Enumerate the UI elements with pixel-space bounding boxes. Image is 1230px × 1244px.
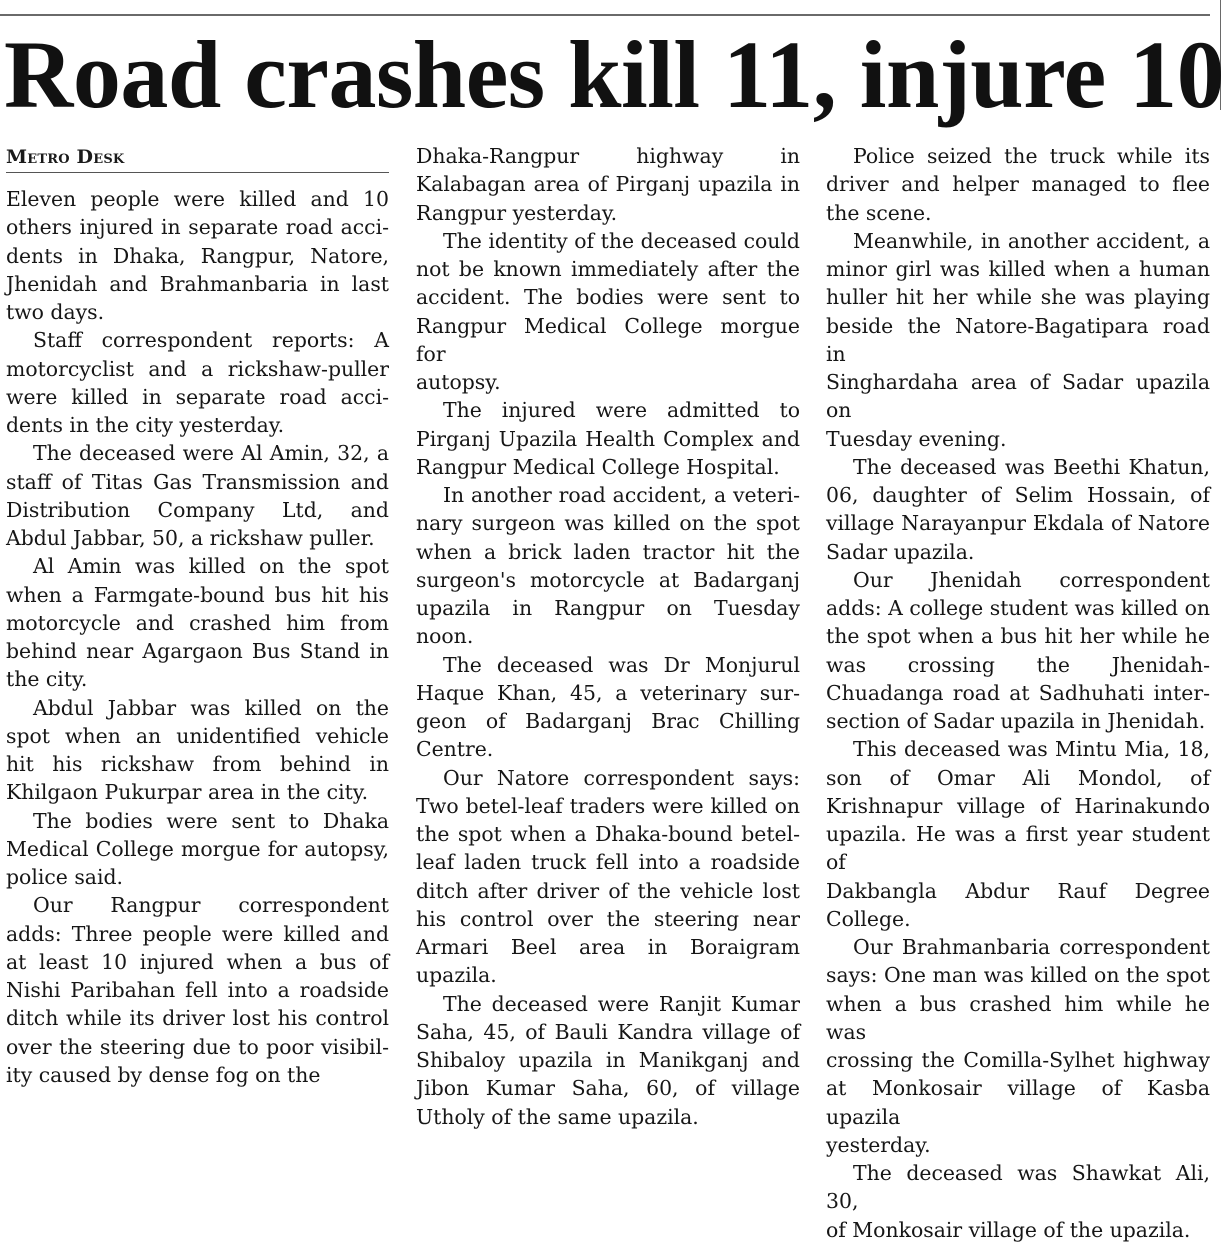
article-line: Kalabagan area of Pirganj upazila in [416,172,800,197]
article-line: two days. [6,300,105,324]
article-line: Medical College morgue for autopsy, [6,836,389,861]
article-line: Armari Beel area in Boraigram [416,935,800,959]
article-line: village Narayanpur Ekdala of Natore [826,511,1210,536]
article-line: huller hit her while she was playing [826,285,1210,310]
article-line: Pirganj Upazila Health Complex and [416,426,800,451]
article-line: College. [826,906,911,931]
article-line: Saha, 45, of Bauli Kandra village of [416,1019,800,1044]
article-line: was crossing the Jhenidah- [826,652,1210,677]
article-line: geon of Badarganj Brac Chilling [416,709,800,733]
article-line: says: One man was killed on the spot [826,963,1210,988]
article-line: Jhenidah and Brahmanbaria in last [6,271,389,296]
article-line: autopsy. [416,370,501,394]
article-column-1 [6,142,389,1087]
article-line: at Monkosair village of Kasba upazila [826,1076,1210,1129]
article-line: at least 10 injured when a bus of [6,949,389,974]
article-line: Police seized the truck while its [853,144,1210,168]
article-line: over the steering due to poor visibil- [6,1034,389,1059]
article-line: Singhardaha area of Sadar upazila on [826,370,1210,423]
article-line: beside the Natore-Bagatipara road in [826,313,1210,366]
article-line: Jibon Kumar Saha, 60, of village [416,1076,800,1101]
article-line: Rangpur yesterday. [416,200,618,225]
article-line: Our Rangpur correspondent [33,893,389,918]
article-line: adds: A college student was killed on [826,596,1210,620]
article-line: Utholy of the same upazila. [416,1104,699,1129]
article-column-3 [826,142,1210,1242]
article-line: the spot when a bus hit her while he [826,624,1210,649]
article-line: The deceased were Ranjit Kumar [443,991,800,1016]
article-line: Our Jhenidah correspondent [853,567,1210,592]
headline: Road crashes kill 11, injure 10 [4,21,1225,128]
article-line: when a Farmgate-bound bus hit his [6,582,389,607]
article-line: Dhaka-Rangpur highway in [416,144,800,168]
article-line: In another road accident, a veteri- [443,483,800,507]
article-line: Abdul Jabbar was killed on the [33,695,389,720]
article-line: son of Omar Ali Mondol, of [826,765,1210,790]
article-line: surgeon's motorcycle at Badarganj [416,567,800,592]
article-line: driver and helper managed to flee [826,172,1210,197]
article-line: the scene. [826,200,932,225]
article-line: Sadar upazila. [826,539,975,564]
article-line: ity caused by dense fog on the [6,1062,321,1087]
article-line: others injured in separate road acci- [6,215,389,240]
article-line: The identity of the deceased could [443,228,800,253]
article-line: when a bus crashed him while he was [826,991,1210,1044]
article-line: Haque Khan, 45, a veterinary sur- [416,680,800,705]
article-line: upazila in Rangpur on Tuesday noon. [416,596,800,649]
article-line: 06, daughter of Selim Hossain, of [826,483,1210,507]
article-line: Krishnapur village of Harinakundo [826,793,1210,818]
article-line: The deceased were Al Amin, 32, a [33,441,389,466]
column-3-body [826,142,1210,1244]
article-line: Al Amin was killed on the spot [33,554,389,579]
article-line: Abdul Jabbar, 50, a rickshaw puller. [6,526,375,550]
column-1-body [6,185,389,1089]
article-line: Our Brahmanbaria correspondent [853,935,1210,959]
article-line: of Monkosair village of the upazila. [826,1217,1191,1242]
article-line: Khilgaon Pukurpar area in the city. [6,780,369,805]
article-line: staff of Titas Gas Transmission and [6,469,389,494]
article-line: Dakbangla Abdur Rauf Degree [826,878,1210,903]
article-line: the city. [6,667,88,692]
article-line: The deceased was Shawkat Ali, 30, [826,1161,1210,1214]
article-line: Our Natore correspondent says: [443,765,800,790]
article-line: yesterday. [826,1132,931,1157]
article-line: Rangpur Medical College Hospital. [416,454,780,479]
article-line: Eleven people were killed and 10 [6,187,389,211]
article-line: motorcycle and crashed him from [6,610,389,635]
article-line: ditch while its driver lost his control [6,1006,389,1031]
article-line: upazila. [416,963,497,988]
article-line: Staff correspondent reports: A [33,328,389,353]
article-line: accident. The bodies were sent to [416,285,800,310]
article-line: leaf laden truck fell into a roadside [416,850,800,875]
article-line: Meanwhile, in another accident, a [853,228,1210,253]
article-line: crossing the Comilla-Sylhet highway [826,1048,1210,1072]
article-line: not be known immediately after the [416,257,800,281]
article-line: hit his rickshaw from behind in [6,752,389,776]
article-line: upazila. He was a first year student of [826,822,1210,875]
article-line: Distribution Company Ltd, and [6,497,389,522]
article-line: Rangpur Medical College morgue for [416,313,800,366]
article-line: dents in Dhaka, Rangpur, Natore, [6,243,389,268]
article-line: The deceased was Dr Monjurul [443,652,800,677]
article-line: Centre. [416,737,494,762]
article-line: were killed in separate road acci- [6,384,389,409]
article-line: Nishi Paribahan fell into a roadside [6,978,389,1002]
column-2-body [416,142,800,1131]
article-line: spot when an unidentified vehicle [6,723,389,748]
article-line: This deceased was Mintu Mia, 18, [853,737,1210,762]
article-line: dents in the city yesterday. [6,413,285,437]
article-line: Chuadanga road at Sadhuhati inter- [826,680,1210,705]
byline-box [6,142,389,173]
article-line: minor girl was killed when a human [826,257,1210,281]
article-line: The bodies were sent to Dhaka [33,808,389,833]
article-line: motorcyclist and a rickshaw-puller [6,356,389,381]
article-line: Shibaloy upazila in Manikganj and [416,1048,800,1072]
article-line: nary surgeon was killed on the spot [416,511,800,536]
article-line: section of Sadar upazila in Jhenidah. [826,709,1206,733]
article-line: The injured were admitted to [443,398,800,423]
article-line: adds: Three people were killed and [6,921,389,946]
article-line: his control over the steering near [416,906,800,931]
article-line: The deceased was Beethi Khatun, [853,454,1210,479]
article-column-2 [416,142,800,1129]
article-line: Tuesday evening. [826,426,1007,451]
article-line: behind near Agargaon Bus Stand in [6,639,389,663]
top-rule [0,14,1210,16]
article-line: the spot when a Dhaka-bound betel- [416,822,800,846]
article-line: ditch after driver of the vehicle lost [416,878,800,903]
byline: Metro Desk [6,146,125,168]
article-line: police said. [6,865,124,889]
article-line: Two betel-leaf traders were killed on [416,793,800,818]
article-line: when a brick laden tractor hit the [416,539,800,564]
